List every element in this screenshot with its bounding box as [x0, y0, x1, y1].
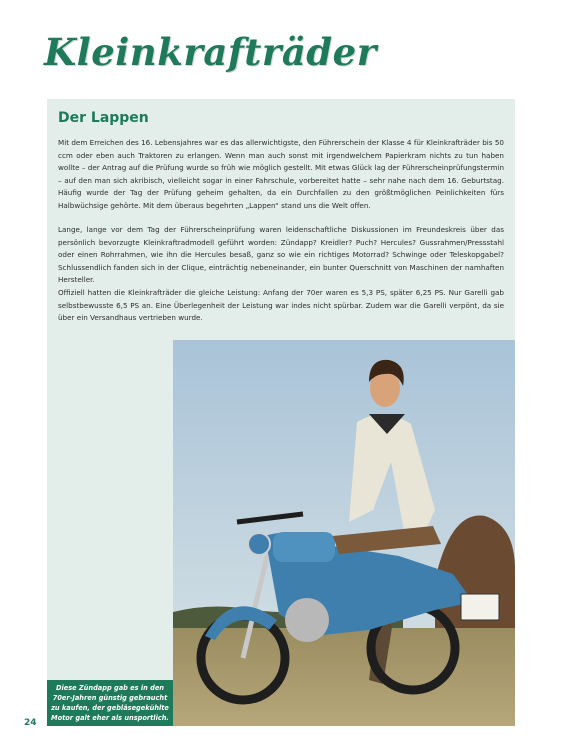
- body-paragraph-2: Lange, lange vor dem Tag der Führerscheinprüfung waren leidenschaftliche Diskussionen im Freundeskreis über das persönlich bevorzugte Kleinkraftradmodell geführt worden: Zündapp? Kreidler? Puch? Hercules? Gussrahmen/Pressstahl oder einen Rohrrahmen, wie ihn die Hercules besaß, ganz so wie ein richtiges Motorrad? Schwinge oder Teleskopgabel? Schlussendlich fanden sich in der Clique, einträchtig nebeneinander, ein bunter Querschnitt von Maschinen der namhaften Hersteller.: [58, 225, 504, 285]
- photo-engine: [285, 598, 329, 642]
- photo-field: [173, 628, 515, 726]
- page-number: 24: [24, 718, 37, 728]
- body-paragraph-3: Offiziell hatten die Kleinkrafträder die gleiche Leistung: Anfang der 70er waren es 5,3 PS, später 6,25 PS. Nur Garelli gab selbstbewusste 6,5 PS an. Eine Überlegenheit der Leistung war indes nicht spürbar. Zudem war die Garelli verpönt, da sie über ein Versandhaus vertrieben wurde.: [58, 288, 504, 323]
- body-paragraph-1: Mit dem Erreichen des 16. Lebensjahres war es das allerwichtigste, den Führerschein der Klasse 4 für Kleinkrafträder bis 50 ccm oder eben auch Traktoren zu erlangen. Wenn man auch sonst mit irgendwelchem Papierkram nichts zu tun haben wollte – der Antrag auf die Prüfung wurde so früh wie möglich gestellt. Mit etwas Glück lag der Führerscheinprüfungstermin – auf den man sich akribisch, vielleicht sogar in einer Fahrschule, vorbereitet hatte – sehr nahe nach dem 16. Geburtstag. Häufig wurde der Tag der Prüfung geheim gehalten, da ein Durchfallen zu den größtmöglichen Peinlichkeiten fürs Halbwüchsige gehörte. Mit dem überaus begehrten „Lappen“ stand uns die Welt offen.: [58, 138, 504, 210]
- photo-caption: Diese Zündapp gab es in den 70er-Jahren günstig gebraucht zu kaufen, der gebläsegekühlte Motor galt eher als unsportlich.: [47, 680, 173, 726]
- section-title: Der Lappen: [58, 110, 149, 126]
- photo-license-plate: [461, 594, 499, 620]
- photo-headlight: [248, 533, 270, 555]
- photo-moped-rider: [173, 340, 515, 726]
- chapter-title: Kleinkrafträder: [44, 30, 377, 74]
- photo-moped-tank: [273, 532, 335, 562]
